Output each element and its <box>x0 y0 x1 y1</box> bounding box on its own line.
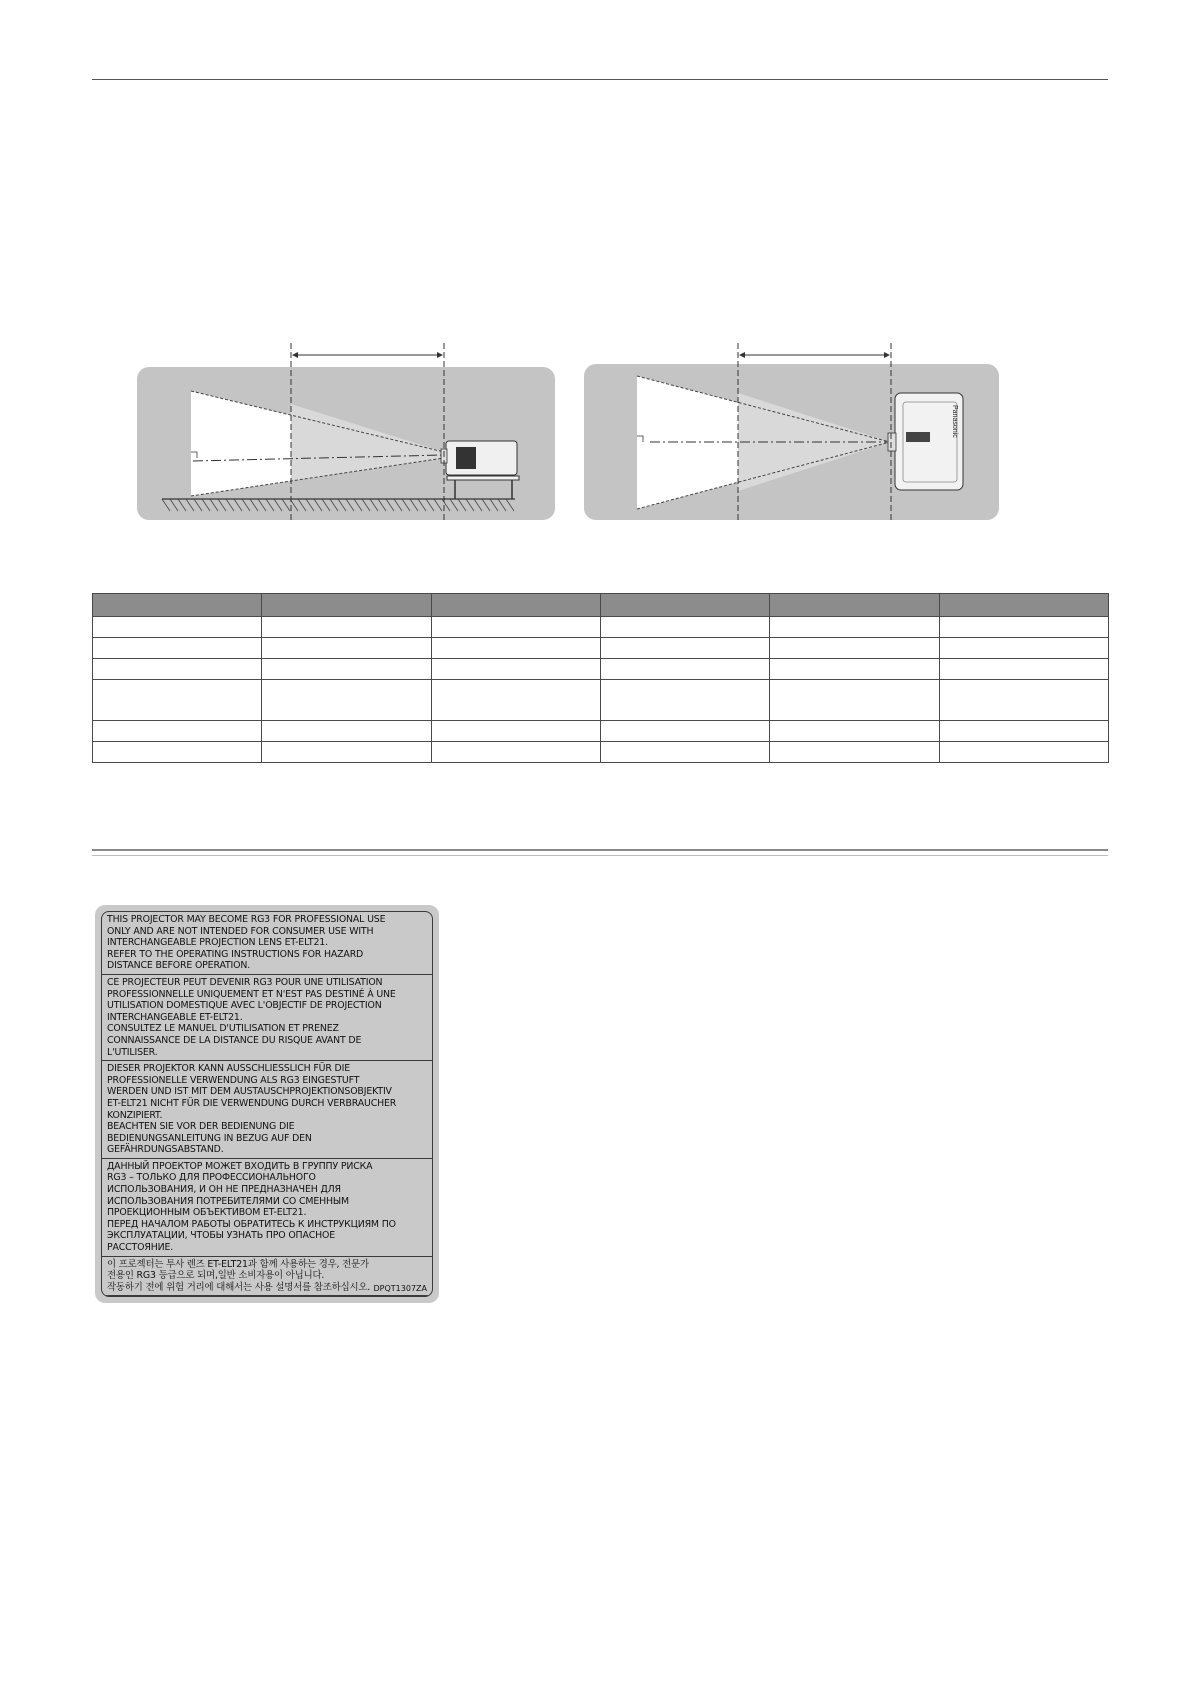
warning-french: CE PROJECTEUR PEUT DEVENIR RG3 POUR UNE UTILISATION PROFESSIONNELLE UNIQUEMENT ET N'EST PAS DESTINÉ À UNE UTILISATION DOMESTIQUE AVEC L'OBJECTIF DE PROJECTION INTERCHANGEABLE ET-ELT21. CONSULTEZ LE MANUEL D'UTILISATION ET PRENEZ CONNAISSANCE DE LA DISTANCE DU RISQUE AVANT DE L'UTILISER. <box>102 975 432 1061</box>
side-view-drawing <box>162 343 519 520</box>
top-view-drawing <box>637 343 963 520</box>
projector-brand-text: Panasonic <box>951 405 958 438</box>
table-row <box>93 680 1109 721</box>
table-header-cell <box>600 594 769 617</box>
table-row <box>93 617 1109 638</box>
warning-german: DIESER PROJEKTOR KANN AUSSCHLIESSLICH FÜR DIE PROFESSIONELLE VERWENDUNG ALS RG3 EINGESTUFT WERDEN UND IST MIT DEM AUSTAUSCHPROJEKTIONSOBJEKTIV ET-ELT21 NICHT FÜR DIE VERWENDUNG DURCH VERBRAUCHER KONZIPIERT. BEACHTEN SIE VOR DER BEDIENUNG DIE BEDIENUNGSANLEITUNG IN BEZUG AUF DEN GEFÄHRDUNGSABSTAND. <box>102 1061 432 1159</box>
table-header-cell <box>93 594 262 617</box>
table-header-cell <box>262 594 431 617</box>
rg3-warning-label <box>95 905 439 1303</box>
warning-korean: 이 프로젝터는 투사 렌즈 ET-ELT21과 함께 사용하는 경우, 전문가 전용인 RG3 등급으로 되며,일반 소비자용이 아닙니다. 작동하기 전에 위험 거리에 대해서는 사용 설명서를 참조하십시오. <box>102 1257 432 1297</box>
table-row <box>93 659 1109 680</box>
table-header-row <box>93 594 1109 617</box>
floor-hatch <box>162 499 514 511</box>
table-row <box>93 742 1109 763</box>
table-header-cell <box>939 594 1108 617</box>
table-header-cell <box>431 594 600 617</box>
table-row <box>93 638 1109 659</box>
section-divider <box>92 849 1108 856</box>
table-header-cell <box>770 594 939 617</box>
warning-russian: ДАННЫЙ ПРОЕКТОР МОЖЕТ ВХОДИТЬ В ГРУППУ РИСКА RG3 – ТОЛЬКО ДЛЯ ПРОФЕССИОНАЛЬНОГО ИСПОЛЬЗОВАНИЯ, И ОН НЕ ПРЕДНАЗНАЧЕН ДЛЯ ИСПОЛЬЗОВАНИЯ ПОТРЕБИТЕЛЯМИ СО СМЕННЫМ ПРОЕКЦИОННЫМ ОБЪЕКТИВОМ ET-ELT21. ПЕРЕД НАЧАЛОМ РАБОТЫ ОБРАТИТЕСЬ К ИНСТРУКЦИЯМ ПО ЭКСПЛУАТАЦИИ, ЧТОБЫ УЗНАТЬ ПРО ОПАСНОЕ РАССТОЯНИЕ. <box>102 1159 432 1257</box>
hazard-distance-table <box>92 593 1109 763</box>
hazard-zone-side <box>291 404 444 481</box>
hazard-distance-diagrams <box>0 0 1191 560</box>
table-row <box>93 721 1109 742</box>
warning-label-frame <box>101 911 433 1297</box>
warning-english: THIS PROJECTOR MAY BECOME RG3 FOR PROFESSIONAL USE ONLY AND ARE NOT INTENDED FOR CONSUMER USE WITH INTERCHANGEABLE PROJECTION LENS ET-ELT21. REFER TO THE OPERATING INSTRUCTIONS FOR HAZARD DISTANCE BEFORE OPERATION. <box>102 912 432 975</box>
label-part-code: DPQT1307ZA <box>373 1284 427 1293</box>
